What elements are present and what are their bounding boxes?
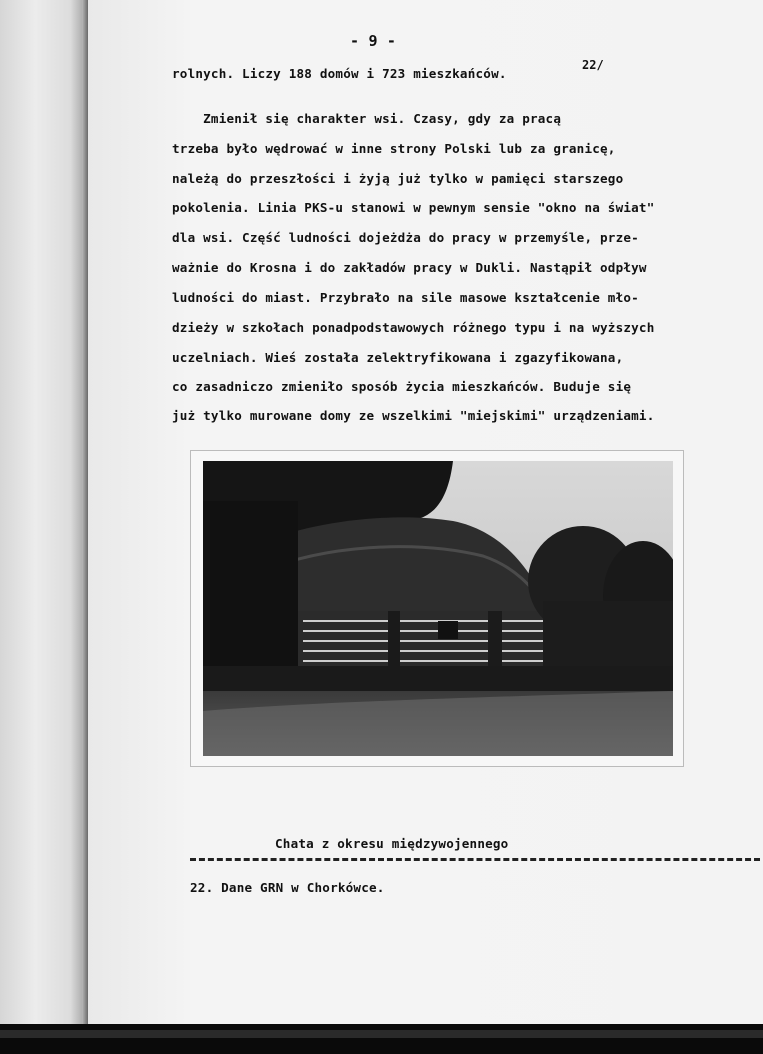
text-line-5: pokolenia. Linia PKS-u stanowi w pewnym sensie "okno na świat" [172,200,655,215]
footnote-separator [190,858,760,861]
text-line-7: ważnie do Krosna i do zakładów pracy w Dukli. Nastąpił odpływ [172,260,647,275]
text-line-11: co zasadniczo zmieniło sposób życia mieszkańców. Buduje się [172,379,632,394]
text-line-10: uczelniach. Wieś została zelektryfikowana i zgazyfikowana, [172,350,624,365]
text-line-3: trzeba było wędrować w inne strony Polski lub za granicę, [172,141,616,156]
footnote: 22. Dane GRN w Chorkówce. [190,880,385,895]
text-line-1: rolnych. Liczy 188 domów i 723 mieszkańców. [172,66,507,81]
text-line-2: Zmienił się charakter wsi. Czasy, gdy za pracą [172,111,562,126]
footnote-reference: 22/ [582,58,604,72]
photo-frame [190,450,684,767]
text-line-12: już tylko murowane domy ze wszelkimi "miejskimi" urządzeniami. [172,408,655,423]
text-line-8: ludności do miast. Przybrało na sile masowe kształcenie mło- [172,290,639,305]
text-line-4: należą do przeszłości i żyją już tylko w pamięci starszego [172,171,624,186]
cottage-photo [203,461,673,756]
text-line-6: dla wsi. Część ludności dojeżdża do pracy w przemyśle, prze- [172,230,639,245]
photo-caption: Chata z okresu międzywojennego [275,836,509,851]
binding-spine [0,0,88,1024]
scan-bottom-strip [0,1030,763,1038]
cottage-photo-image [203,461,673,756]
scan-bottom-edge [0,1024,763,1054]
page-number: - 9 - [350,32,397,50]
text-line-9: dzieży w szkołach ponadpodstawowych różnego typu i na wyższych [172,320,655,335]
